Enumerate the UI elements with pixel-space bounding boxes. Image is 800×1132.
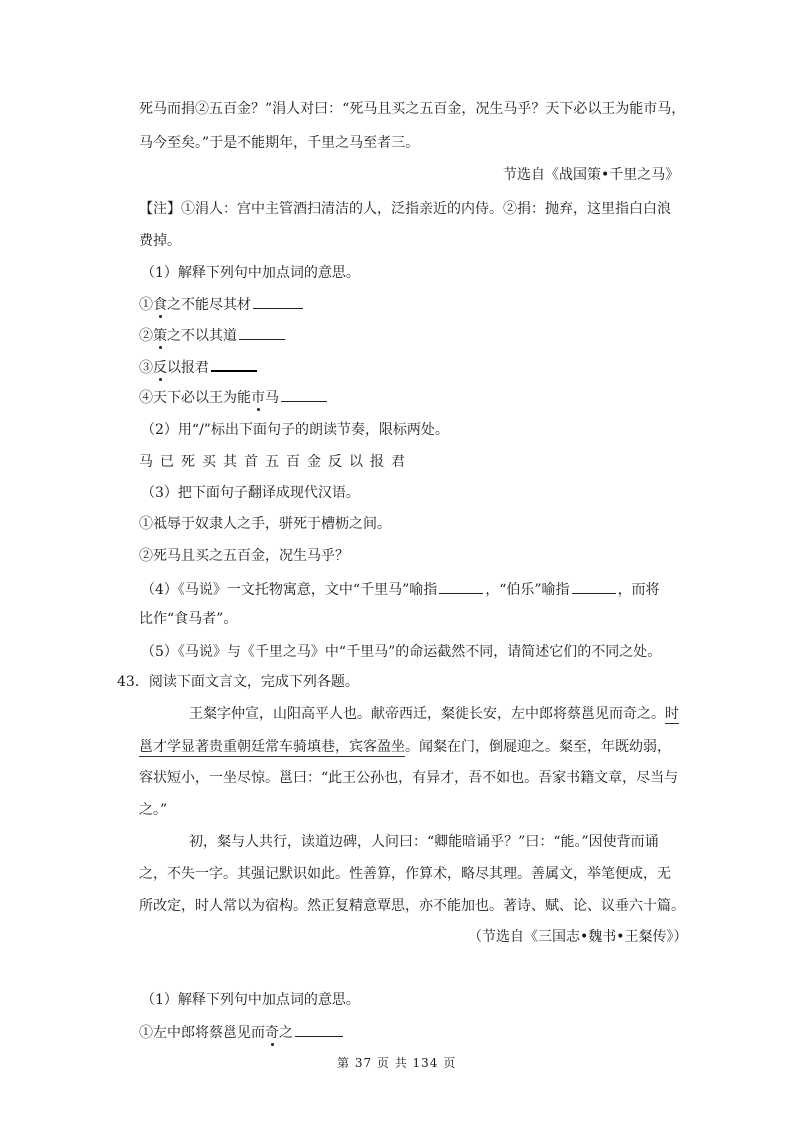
underlined-text: 邕才学显著贵重朝廷常车骑填巷，宾客盈坐: [139, 739, 405, 755]
dotted-char: 市: [251, 390, 265, 406]
item-text: 以报君: [167, 360, 209, 376]
item-text: 之不能尽其材: [167, 297, 251, 313]
passage-line-2: 马今至矣。”于是不能期年，千里之马至者三。: [139, 135, 420, 151]
text: 王粲字仲宣，山阳高平人也。献帝西迁，粲徙长安，左中郎将蔡邕见而奇之。: [189, 706, 665, 722]
dotted-char: 策: [153, 328, 167, 344]
q4-text-3: ，而将: [617, 582, 660, 598]
q4-line-2: 比作“食马者”。: [139, 611, 238, 627]
q4-text-2: ，“伯乐”喻指: [485, 582, 570, 598]
underlined-text: 时: [665, 706, 679, 722]
q4-text-1: （4）《马说》一文托物寓意，文中“千里马”喻指: [141, 582, 438, 598]
item-number: ②: [139, 328, 153, 344]
passage-source: 节选自《战国策•千里之马》: [503, 167, 680, 183]
dotted-char: 食: [153, 297, 167, 313]
q2-sentence: 马已死买其首五百金反以报君: [139, 454, 412, 470]
q43-passage2-line-2: 之，不失一字。其强记默识如此。性善算，作算术，略尽其理。善属文，举笔便成，无: [139, 866, 671, 882]
q3-sentence-1: ①祗辱于奴隶人之手，骈死于槽枥之间。: [139, 516, 391, 532]
q1-item-2: [139, 324, 287, 346]
q5-text: （5）《马说》与《千里之马》中“千里马”的命运截然不同，请简述它们的不同之处。: [141, 644, 662, 660]
item-text: 之: [279, 1025, 293, 1041]
q4-line-1: [141, 578, 660, 600]
item-number: ③: [139, 360, 153, 376]
q43-1-title: （1）解释下列句中加点词的意思。: [141, 992, 360, 1008]
item-number: ①: [139, 297, 153, 313]
q43-heading: 43．阅读下面文言文，完成下列各题。: [117, 674, 359, 690]
answer-blank[interactable]: [211, 355, 257, 372]
q43-passage-line-1: [189, 704, 679, 724]
answer-blank[interactable]: [439, 578, 483, 594]
item-text: ①左中郎将蔡邕见而: [139, 1025, 265, 1041]
q2-title: （2）用“/”标出下面句子的朗读节奏，限标两处。: [141, 422, 449, 438]
text: 。闻粲在门，倒屣迎之。粲至，年既幼弱，: [405, 739, 671, 755]
page-footer: 第 37 页 共 134 页: [337, 1056, 457, 1070]
q43-passage-line-3: 容状短小，一坐尽惊。邕曰：“此王公孙也，有异才，吾不如也。吾家书籍文章，尽当与: [139, 770, 679, 786]
item-text: 马: [265, 390, 279, 406]
q43-passage-line-2: [139, 737, 671, 757]
answer-blank[interactable]: [253, 293, 303, 309]
q43-1-item-1: [139, 1021, 345, 1043]
note-line-1: 【注】①涓人：宫中主管酒扫清洁的人，泛指亲近的内侍。②捐：抛弃，这里指白白浪: [139, 201, 671, 217]
q1-item-4: [139, 386, 329, 408]
item-number: ④: [139, 390, 153, 406]
answer-blank[interactable]: [239, 324, 285, 340]
q3-title: （3）把下面句子翻译成现代汉语。: [141, 485, 360, 501]
item-text: 天下必以王为能: [153, 390, 251, 406]
dotted-char: 反: [153, 360, 167, 376]
q1-title: （1）解释下列句中加点词的意思。: [141, 265, 360, 281]
q43-passage-line-4: 之。”: [139, 802, 168, 818]
passage-line-1: 死马而捐②五百金？”涓人对曰：“死马且买之五百金，况生马乎？天下必以王为能市马，: [139, 101, 686, 117]
answer-blank[interactable]: [295, 1021, 343, 1037]
q43-passage2-line-1: 初，粲与人共行，读道边碑，人问曰：“卿能暗诵乎？”曰：“能。”因使背而诵: [189, 834, 659, 850]
answer-blank[interactable]: [281, 386, 327, 402]
q1-item-3: [139, 355, 259, 378]
q1-item-1: [139, 293, 305, 315]
item-text: 之不以其道: [167, 328, 237, 344]
q43-passage2-line-3: 所改定，时人常以为宿构。然正复精意覃思，亦不能加也。著诗、赋、论、议垂六十篇。: [139, 898, 685, 914]
answer-blank[interactable]: [572, 578, 616, 594]
dotted-char: 奇: [265, 1025, 279, 1041]
note-line-2: 费掉。: [139, 233, 181, 249]
q43-source: （节选自《三国志•魏书•王粲传》）: [468, 929, 688, 945]
q3-sentence-2: ②死马且买之五百金，况生马乎？: [139, 548, 349, 564]
